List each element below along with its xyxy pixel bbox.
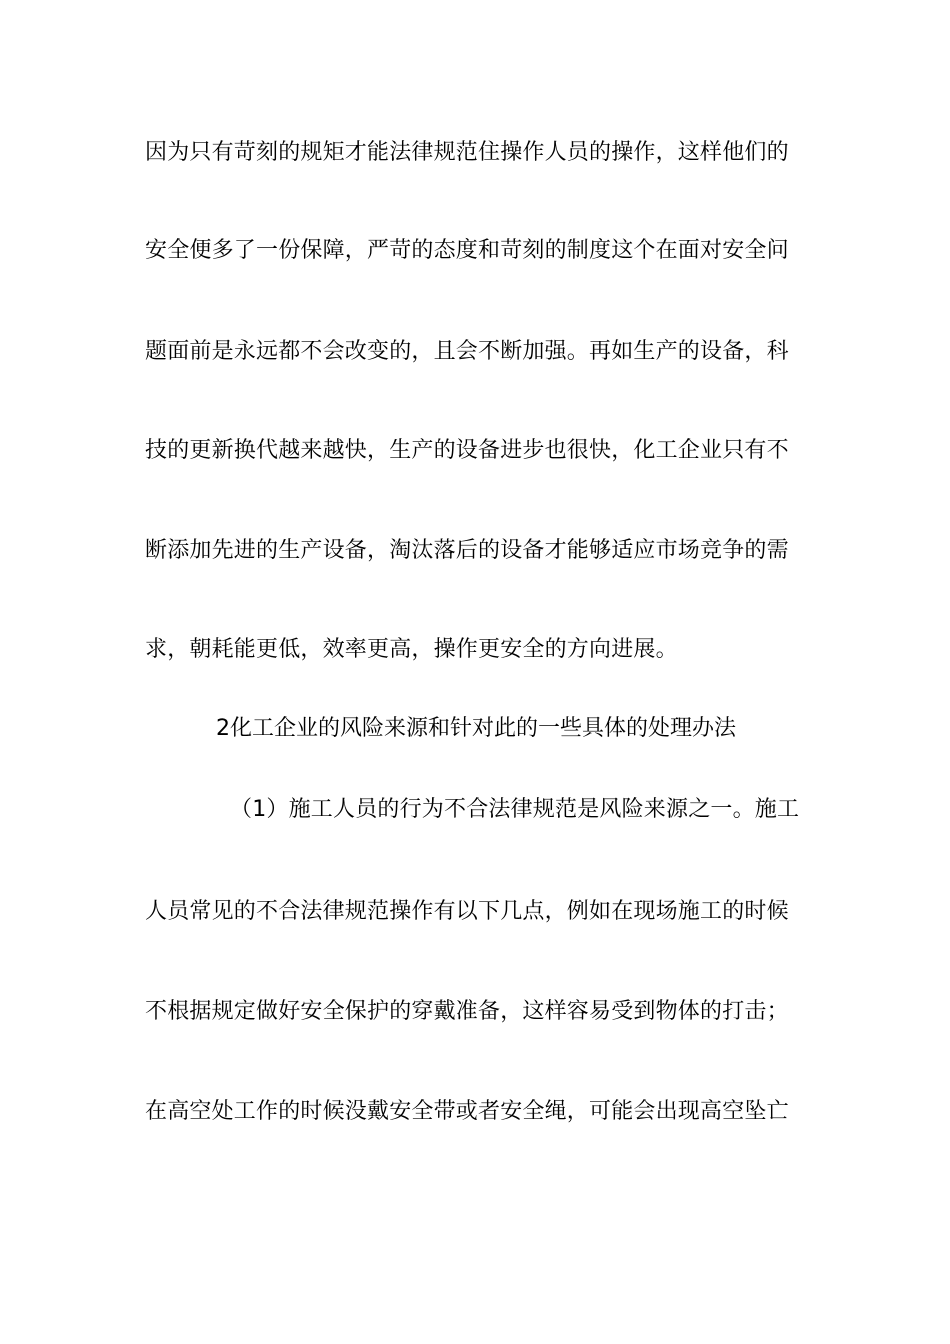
paragraph-line: 题面前是永远都不会改变的，且会不断加强。再如生产的设备，科 bbox=[145, 339, 789, 364]
paragraph-line: 不根据规定做好安全保护的穿戴准备，这样容易受到物体的打击； bbox=[145, 999, 789, 1024]
paragraph-line: 断添加先进的生产设备，淘汰落后的设备才能够适应市场竞争的需 bbox=[145, 538, 789, 563]
paragraph-line: （1）施工人员的行为不合法律规范是风险来源之一。施工 bbox=[230, 797, 800, 822]
paragraph-line: 在高空处工作的时候没戴安全带或者安全绳，可能会出现高空坠亡 bbox=[145, 1099, 789, 1124]
paragraph-line: 安全便多了一份保障，严苛的态度和苛刻的制度这个在面对安全问 bbox=[145, 238, 789, 263]
section-heading: 2化工企业的风险来源和针对此的一些具体的处理办法 bbox=[216, 716, 736, 741]
paragraph-line: 求，朝耗能更低，效率更高，操作更安全的方向进展。 bbox=[145, 637, 678, 662]
paragraph-line: 技的更新换代越来越快，生产的设备进步也很快，化工企业只有不 bbox=[145, 438, 789, 463]
paragraph-line: 因为只有苛刻的规矩才能法律规范住操作人员的操作，这样他们的 bbox=[145, 140, 789, 165]
paragraph-line: 人员常见的不合法律规范操作有以下几点，例如在现场施工的时候 bbox=[145, 899, 789, 924]
